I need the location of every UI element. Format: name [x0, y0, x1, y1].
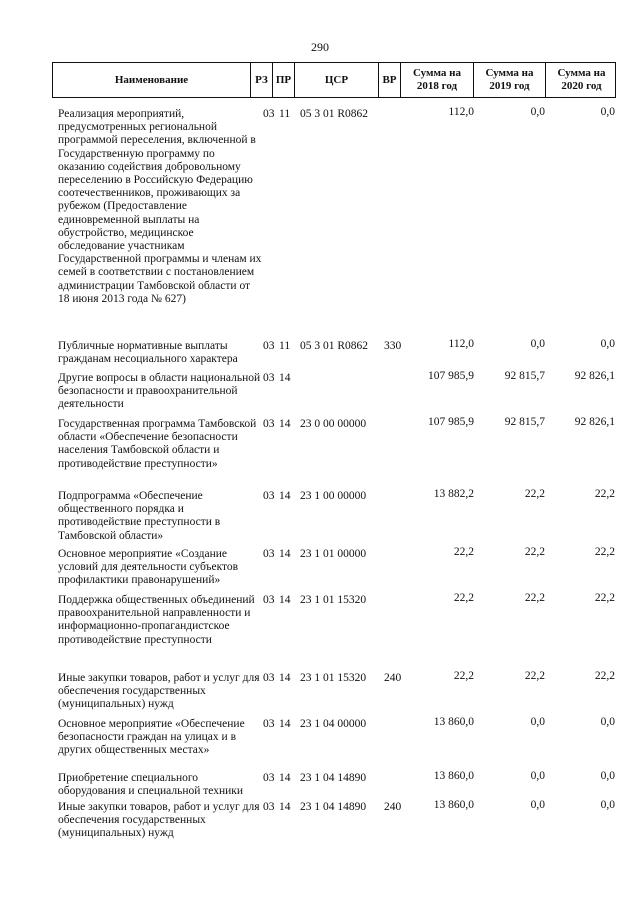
cell-s2019: 22,2 [524, 546, 545, 558]
cell-csr: 23 1 04 00000 [300, 718, 367, 730]
cell-pr: 14 [279, 594, 291, 606]
row-name: Государственная программа Тамбовской области «Обеспечение безопасности населения Тамбовской области и противодействие преступности» [58, 418, 257, 470]
row-name: Подпрограмма «Обеспечение общественного порядка и противодействие преступности в Тамбовской области» [58, 490, 221, 542]
cell-s2020: 0,0 [600, 770, 615, 782]
cell-s2019: 0,0 [530, 770, 545, 782]
cell-pr: 14 [279, 672, 291, 684]
cell-vr: 240 [384, 672, 402, 684]
cell-vr: 240 [384, 801, 402, 813]
cell-s2018: 13 860,0 [433, 770, 474, 782]
cell-s2020: 22,2 [594, 546, 615, 558]
cell-s2019: 22,2 [524, 488, 545, 500]
cell-s2020: 0,0 [600, 716, 615, 728]
header-pr: ПР [273, 63, 295, 97]
header-vr: ВР [379, 63, 401, 97]
cell-rz: 03 [263, 801, 275, 813]
cell-s2019: 0,0 [530, 106, 545, 118]
cell-pr: 14 [279, 718, 291, 730]
row-name: Реализация мероприятий, предусмотренных региональной программой переселения, включенной в Государственную программу по оказанию содействия добровольному переселению в Российскую Федерацию соотечественников, проживающих за рубежом (Предоставление единовременной выплаты на обустройство, медицинское обследование участникам Государственной программы и членам их семей в соответствии с постановлением администрации Тамбовской области от 18 июня 2013 года № 627) [58, 108, 262, 305]
cell-rz: 03 [263, 594, 275, 606]
cell-rz: 03 [263, 490, 275, 502]
cell-rz: 03 [263, 340, 275, 352]
cell-s2019: 92 815,7 [504, 416, 545, 428]
header-name: Наименование [53, 63, 251, 97]
cell-rz: 03 [263, 548, 275, 560]
cell-s2019: 0,0 [530, 716, 545, 728]
row-name: Основное мероприятие «Создание условий для деятельности субъектов профилактики правонарушений» [58, 548, 239, 587]
cell-pr: 14 [279, 490, 291, 502]
cell-rz: 03 [263, 418, 275, 430]
cell-csr: 23 1 00 00000 [300, 490, 367, 502]
cell-s2019: 22,2 [524, 592, 545, 604]
cell-s2018: 112,0 [448, 106, 474, 118]
cell-s2019: 22,2 [524, 670, 545, 682]
row-name: Другие вопросы в области национальной безопасности и правоохранительной деятельности [58, 372, 261, 411]
cell-s2018: 13 860,0 [433, 799, 474, 811]
cell-rz: 03 [263, 108, 275, 120]
table-header [52, 62, 616, 98]
cell-csr: 23 0 00 00000 [300, 418, 367, 430]
row-name: Иные закупки товаров, работ и услуг для обеспечения государственных (муниципальных) нужд [58, 801, 260, 840]
cell-s2020: 92 826,1 [574, 370, 615, 382]
cell-pr: 14 [279, 548, 291, 560]
row-name: Иные закупки товаров, работ и услуг для обеспечения государственных (муниципальных) нужд [58, 672, 260, 711]
cell-s2018: 13 860,0 [433, 716, 474, 728]
cell-s2018: 22,2 [453, 592, 474, 604]
cell-pr: 14 [279, 372, 291, 384]
cell-rz: 03 [263, 372, 275, 384]
header-sum-2020: Сумма на 2020 год [557, 67, 606, 92]
cell-csr: 23 1 01 15320 [300, 594, 367, 606]
cell-s2020: 22,2 [594, 670, 615, 682]
cell-csr: 23 1 01 15320 [300, 672, 367, 684]
cell-s2020: 0,0 [600, 338, 615, 350]
cell-rz: 03 [263, 718, 275, 730]
cell-s2019: 92 815,7 [504, 370, 545, 382]
cell-s2018: 112,0 [448, 338, 474, 350]
header-sum-2018: Сумма на 2018 год [401, 63, 474, 97]
cell-s2020: 0,0 [600, 106, 615, 118]
row-name: Приобретение специального оборудования и специальной техники [58, 772, 244, 798]
cell-s2018: 22,2 [453, 546, 474, 558]
cell-s2020: 22,2 [594, 592, 615, 604]
cell-pr: 14 [279, 772, 291, 784]
cell-csr: 05 3 01 R0862 [300, 340, 369, 352]
cell-s2020: 22,2 [594, 488, 615, 500]
row-name: Поддержка общественных объединений правоохранительной направленности и информационно-пропагандистское противодействие преступности [58, 594, 255, 646]
cell-pr: 14 [279, 801, 291, 813]
header-sum-2019: Сумма на 2019 год [474, 63, 546, 97]
cell-csr: 23 1 01 00000 [300, 548, 367, 560]
cell-s2020: 0,0 [600, 799, 615, 811]
cell-rz: 03 [263, 672, 275, 684]
cell-pr: 11 [279, 108, 291, 120]
cell-s2018: 107 985,9 [428, 370, 474, 382]
cell-s2019: 0,0 [530, 338, 545, 350]
cell-s2018: 107 985,9 [428, 416, 474, 428]
cell-csr: 23 1 04 14890 [300, 772, 367, 784]
cell-pr: 11 [279, 340, 291, 352]
page-number: 290 [311, 40, 329, 54]
header-csr: ЦСР [295, 63, 379, 97]
cell-csr: 23 1 04 14890 [300, 801, 367, 813]
cell-s2018: 13 882,2 [433, 488, 474, 500]
row-name: Основное мероприятие «Обеспечение безопасности граждан на улицах и в других общественных местах» [58, 718, 245, 757]
cell-pr: 14 [279, 418, 291, 430]
cell-csr: 05 3 01 R0862 [300, 108, 369, 120]
cell-vr: 330 [384, 340, 402, 352]
row-name: Публичные нормативные выплаты гражданам несоциального характера [58, 340, 238, 366]
cell-s2020: 92 826,1 [574, 416, 615, 428]
cell-s2019: 0,0 [530, 799, 545, 811]
header-rz: РЗ [251, 63, 273, 97]
cell-rz: 03 [263, 772, 275, 784]
cell-s2018: 22,2 [453, 670, 474, 682]
